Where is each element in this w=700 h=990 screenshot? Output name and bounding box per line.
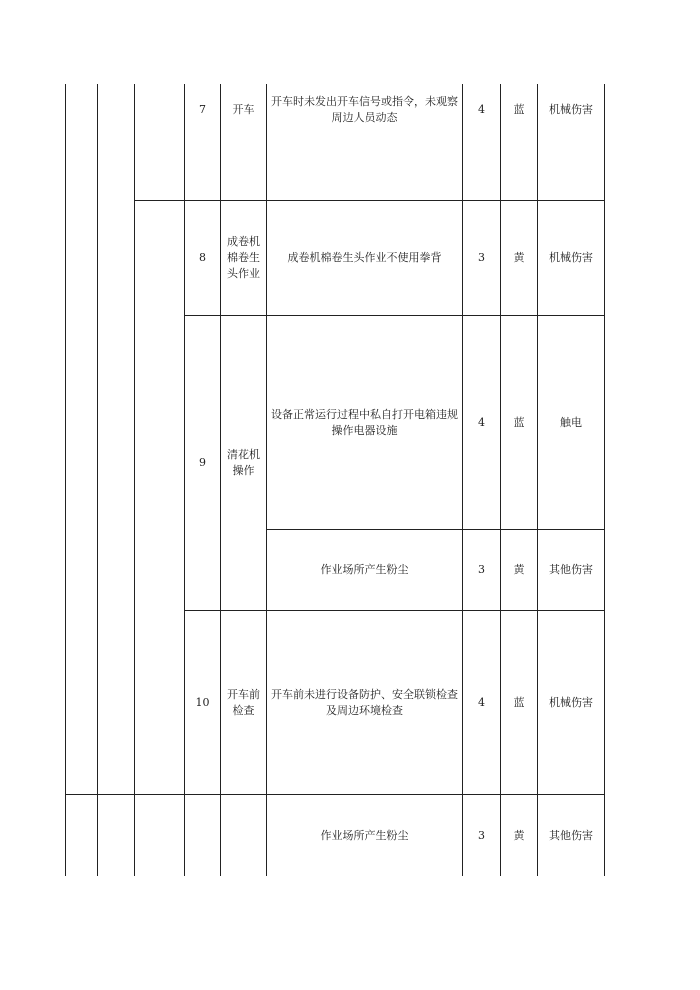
row7-no: 7 — [199, 103, 206, 116]
row7-level: 4 — [478, 103, 485, 116]
row8-color: 黄 — [513, 251, 525, 264]
row10-accident: 机械伤害 — [549, 695, 593, 709]
row11-level: 3 — [478, 828, 485, 842]
row9-hazard: 设备正常运行过程中私自打开电箱违规操作电器设施 — [271, 407, 458, 437]
row11-color: 黄 — [513, 828, 525, 842]
row9b-level: 3 — [478, 563, 485, 576]
row10-task: 开车前检查 — [227, 687, 260, 717]
row9b-color: 黄 — [513, 563, 525, 576]
row8-hazard: 成卷机棉卷生头作业不使用拳背 — [287, 251, 442, 264]
row9-color: 蓝 — [513, 415, 525, 429]
row8-level: 3 — [478, 251, 485, 264]
row7-accident: 机械伤害 — [549, 103, 593, 116]
row9-no: 9 — [199, 456, 206, 469]
row11-hazard: 作业场所产生粉尘 — [320, 828, 409, 842]
row7-hazard: 开车时未发出开车信号或指令，未观察周边人员动态 — [271, 95, 458, 124]
row10-no: 10 — [195, 695, 210, 709]
row9b-hazard: 作业场所产生粉尘 — [320, 563, 409, 576]
row8-accident: 机械伤害 — [549, 251, 593, 264]
row8-task: 成卷机棉卷生头作业 — [227, 235, 260, 280]
row11-accident: 其他伤害 — [549, 828, 593, 842]
row9b-accident: 其他伤害 — [549, 563, 593, 576]
row9-accident: 触电 — [560, 415, 582, 429]
row10-level: 4 — [478, 695, 485, 709]
row8-no: 8 — [199, 251, 206, 264]
row9-task: 清花机操作 — [227, 448, 260, 477]
row10-hazard: 开车前未进行设备防护、安全联锁检查及周边环境检查 — [271, 687, 458, 717]
row7-color: 蓝 — [513, 103, 525, 116]
row7-task: 开车 — [232, 103, 255, 116]
row9-level: 4 — [478, 415, 485, 429]
row10-color: 蓝 — [513, 695, 525, 709]
